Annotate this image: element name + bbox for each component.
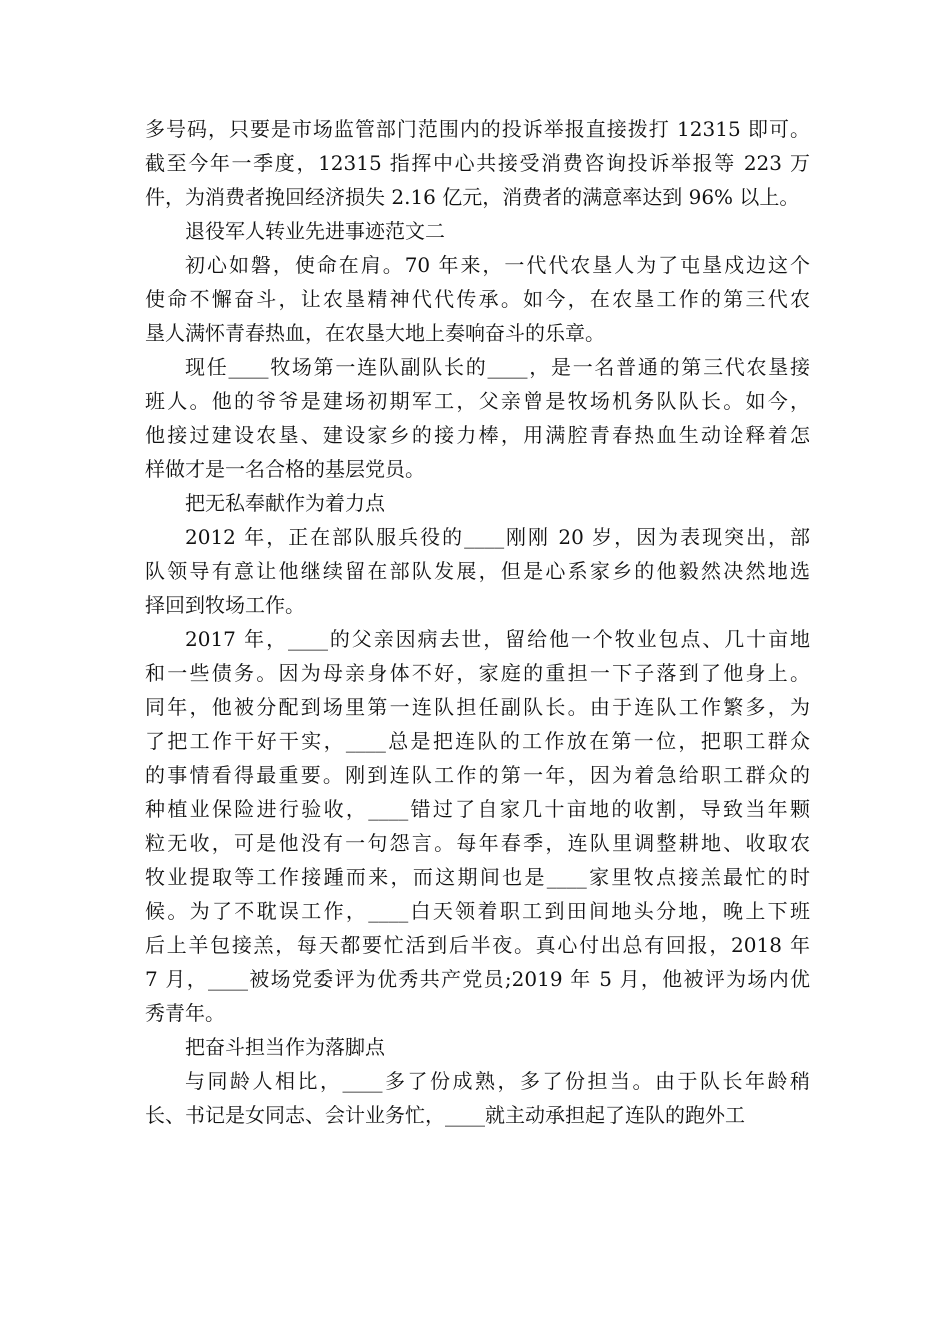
- paragraph-line: 牧业提取等工作接踵而来，而这期间也是____家里牧点接羔最忙的时: [145, 865, 810, 889]
- paragraph-line: 件，为消费者挽回经济损失 2.16 亿元，消费者的满意率达到 96% 以上。: [145, 185, 800, 209]
- paragraph-line: 和一些债务。因为母亲身体不好，家庭的重担一下子落到了他身上。: [145, 661, 810, 685]
- paragraph-line: 班人。他的爷爷是建场初期军工，父亲曾是牧场机务队队长。如今，: [145, 389, 810, 413]
- document-body: [145, 112, 810, 1132]
- paragraph-line: 候。为了不耽误工作，____白天领着职工到田间地头分地，晚上下班: [145, 899, 810, 923]
- section-heading: 把奋斗担当作为落脚点: [185, 1035, 385, 1059]
- paragraph-line: 与同龄人相比，____多了份成熟，多了份担当。由于队长年龄稍: [185, 1069, 810, 1093]
- paragraph: [145, 1064, 810, 1132]
- paragraph: [145, 248, 810, 350]
- paragraph-line: 样做才是一名合格的基层党员。: [145, 457, 425, 481]
- paragraph-line: 他接过建设农垦、建设家乡的接力棒，用满腔青春热血生动诠释着怎: [145, 423, 810, 447]
- paragraph-line: 长、书记是女同志、会计业务忙，____就主动承担起了连队的跑外工: [145, 1103, 745, 1127]
- paragraph: [145, 622, 810, 1030]
- paragraph: [145, 350, 810, 486]
- paragraph-line: 初心如磐，使命在肩。70 年来，一代代农垦人为了屯垦戍边这个: [185, 253, 810, 277]
- paragraph-line: 粒无收，可是他没有一句怨言。每年春季，连队里调整耕地、收取农: [145, 831, 810, 855]
- paragraph-line: 种植业保险进行验收，____错过了自家几十亩地的收割，导致当年颗: [145, 797, 810, 821]
- section-heading: 把无私奉献作为着力点: [185, 491, 385, 515]
- paragraph-line: 2012 年，正在部队服兵役的____刚刚 20 岁，因为表现突出，部: [185, 525, 810, 549]
- paragraph-line: 现任____牧场第一连队副队长的____，是一名普通的第三代农垦接: [185, 355, 810, 379]
- paragraph-line: 后上羊包接羔，每天都要忙活到后半夜。真心付出总有回报，2018 年: [145, 933, 810, 957]
- paragraph: [145, 520, 810, 622]
- paragraph-line: 2017 年，____的父亲因病去世，留给他一个牧业包点、几十亩地: [185, 627, 810, 651]
- paragraph-line: 秀青年。: [145, 1001, 225, 1025]
- paragraph-line: 的事情看得最重要。刚到连队工作的第一年，因为着急给职工群众的: [145, 763, 810, 787]
- paragraph: [145, 112, 810, 214]
- paragraph-line: 了把工作干好干实，____总是把连队的工作放在第一位，把职工群众: [145, 729, 810, 753]
- paragraph-line: 使命不懈奋斗，让农垦精神代代传承。如今，在农垦工作的第三代农: [145, 287, 810, 311]
- paragraph-line: 择回到牧场工作。: [145, 593, 305, 617]
- paragraph-line: 垦人满怀青春热血，在农垦大地上奏响奋斗的乐章。: [145, 321, 605, 345]
- paragraph-line: 多号码，只要是市场监管部门范围内的投诉举报直接拨打 12315 即可。: [145, 117, 810, 141]
- section-heading: 退役军人转业先进事迹范文二: [185, 219, 445, 243]
- paragraph-line: 7 月，____被场党委评为优秀共产党员;2019 年 5 月，他被评为场内优: [145, 967, 810, 991]
- paragraph-line: 同年，他被分配到场里第一连队担任副队长。由于连队工作繁多，为: [145, 695, 810, 719]
- paragraph-line: 截至今年一季度，12315 指挥中心共接受消费咨询投诉举报等 223 万: [145, 151, 810, 175]
- paragraph-line: 队领导有意让他继续留在部队发展，但是心系家乡的他毅然决然地选: [145, 559, 810, 583]
